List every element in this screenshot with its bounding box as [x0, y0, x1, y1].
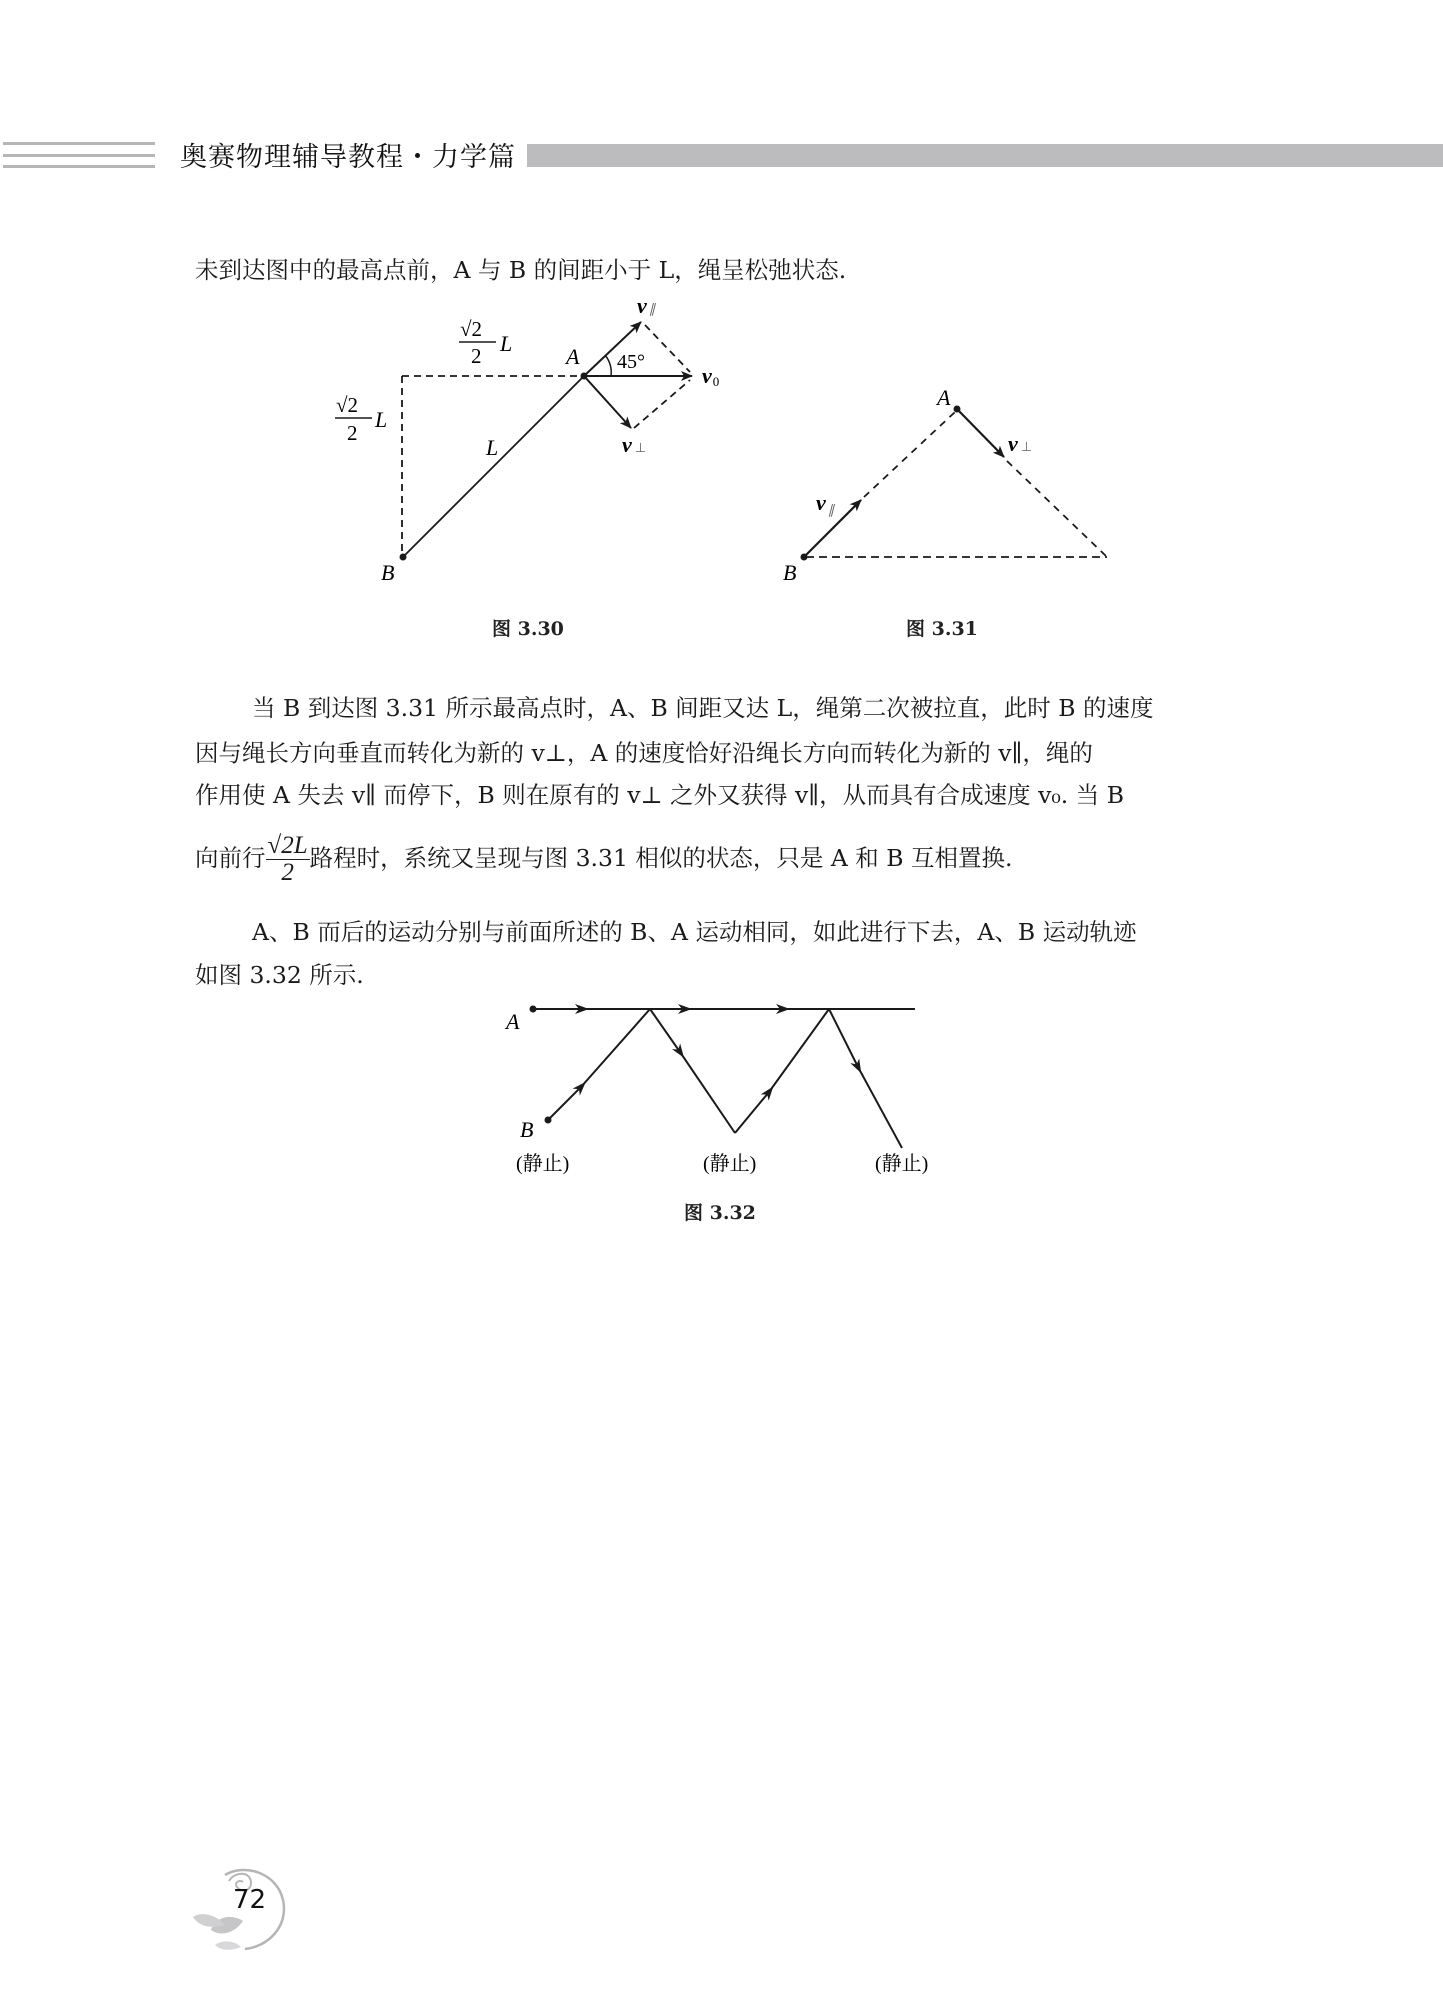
caption-fig-3-31: 图 3.31 [906, 618, 978, 640]
figure-3-30 [0, 0, 1443, 700]
fig331-label-A: A [937, 385, 951, 410]
fig332-path-down2 [829, 1009, 902, 1148]
page-number-ornament [185, 1845, 295, 1955]
fig330-frac-top-den: 2 [471, 344, 482, 368]
paragraph-line [195, 780, 1124, 810]
fig330-frac-top-num: √2 [460, 317, 483, 341]
text-p2-line2: 如图 3.32 所示. [195, 961, 364, 989]
figure-3-32 [0, 980, 1443, 1210]
fig330-label-A: A [566, 344, 580, 369]
fig332-label-A: A [506, 1009, 520, 1034]
fig330-dash-perp-v0 [634, 380, 690, 428]
book-title: 奥赛物理辅导教程・力学篇 [180, 142, 516, 173]
fraction-sqrt2L-over-2 [266, 833, 310, 886]
fig332-point-A [530, 1006, 537, 1013]
fig330-frac-left-num: √2 [336, 393, 359, 417]
paragraph-line [252, 693, 1153, 723]
fig332-path-down1 [650, 1009, 735, 1133]
fig332-rest-label-1: (静止) [516, 1153, 570, 1175]
fig330-point-A [581, 373, 588, 380]
text-p1-line2: 因与绳长方向垂直而转化为新的 v⊥，A 的速度恰好沿绳长方向而转化为新的 v∥，绳的 [195, 739, 1093, 767]
fig332-rest-label-2: (静止) [703, 1153, 757, 1175]
text-intro: 未到达图中的最高点前，A 与 B 的间距小于 L，绳呈松弛状态. [195, 256, 847, 284]
fig332-rest-label-3: (静止) [875, 1153, 929, 1175]
fig332-point-B [545, 1117, 552, 1124]
fig331-dash-right [1007, 461, 1107, 557]
page-number: 72 [233, 1885, 267, 1915]
fig330-point-B [400, 554, 407, 561]
fig331-v-perp-arrow [957, 409, 1004, 457]
paragraph-line [195, 828, 1012, 888]
text-p1-line1: 当 B 到达图 3.31 所示最高点时，A、B 间距又达 L，绳第二次被拉直，此时 B 的速度 [252, 694, 1154, 722]
fig331-point-A [954, 406, 961, 413]
figure-3-31 [783, 385, 1107, 585]
fraction-denominator: 2 [281, 859, 294, 886]
text-p2-line1: A、B 而后的运动分别与前面所述的 B、A 运动相同，如此进行下去，A、B 运动轨迹 [252, 918, 1137, 946]
caption-fig-3-30: 图 3.30 [492, 618, 564, 640]
fig331-point-B [801, 554, 808, 561]
fig330-rope-L [403, 376, 584, 557]
paragraph-line [195, 738, 1093, 768]
fig330-v-perp-arrow [584, 376, 631, 428]
fig330-dash-par-v0 [645, 325, 690, 372]
text-p1-line4-pre: 向前行 [195, 844, 266, 872]
fig330-label-v0: v0 [702, 363, 720, 389]
fig331-label-v-perp: v ⊥ [1008, 431, 1033, 456]
fig331-label-B: B [783, 560, 797, 585]
fig332-path-up2 [735, 1009, 829, 1133]
fig330-label-v-perp: v ⊥ [622, 432, 647, 457]
fig330-frac-left-den: 2 [347, 421, 358, 445]
fig330-label-B: B [381, 560, 395, 585]
fig330-frac-top-L: L [500, 331, 513, 356]
fig330-frac-left-L: L [375, 407, 388, 432]
fig330-angle-arc [605, 355, 611, 376]
caption-fig-3-32: 图 3.32 [684, 1202, 756, 1224]
fig331-label-v-parallel: v ∥ [816, 490, 835, 517]
fig330-label-L: L [486, 435, 499, 460]
fraction-numerator: √2L [267, 832, 308, 859]
text-p1-line4-post: 路程时，系统又呈现与图 3.31 相似的状态，只是 A 和 B 互相置换. [309, 844, 1013, 872]
text-p1-line3: 作用使 A 失去 v∥ 而停下，B 则在原有的 v⊥ 之外又获得 v∥，从而具有合成速度 v₀. 当 B [195, 781, 1124, 809]
fig330-label-v-parallel: v ∥ [637, 293, 656, 318]
fig332-path-B-up1 [548, 1009, 650, 1120]
fig332-label-B: B [520, 1117, 534, 1142]
fig331-dash-left [864, 412, 955, 497]
fig330-angle-label: 45° [617, 351, 645, 373]
paragraph-line [252, 917, 1137, 947]
